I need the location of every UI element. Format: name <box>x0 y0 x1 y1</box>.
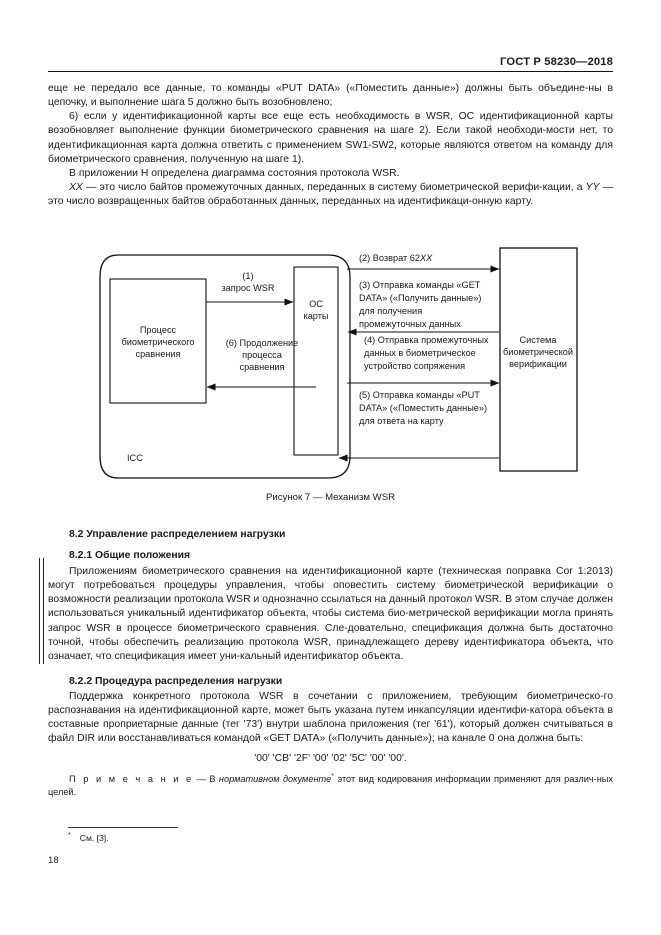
note-dash: — В <box>193 774 219 785</box>
note-label: П р и м е ч а н и е <box>69 774 194 785</box>
note-block <box>48 771 613 798</box>
arrow-4-label-line3: устройство сопряжения <box>364 361 466 371</box>
yy-description: — это число возвращенных байтов обработанных данных, переданных на идентификаци-онную карту. <box>48 182 613 208</box>
section-8-2-1-wrap <box>48 550 613 664</box>
arrow-3-label-line3: для получения <box>359 306 423 316</box>
figure-wsr-mechanism <box>48 246 613 486</box>
arrow-6-label-line3: сравнения <box>239 362 285 372</box>
footnote-text: См. [3]. <box>79 832 109 843</box>
section-8-2-heading-wrap <box>48 529 613 540</box>
paragraph-continuation: еще не передало все данные, то команды «PUT DATA» («Поместить данные») должны быть объедине-ны в цепочку, и выполнение шага 5 должно быть возобновлено; <box>48 83 613 109</box>
section-8-2-2-wrap <box>48 676 613 766</box>
section-8-2-title: 8.2 Управление распределением нагрузки <box>69 529 286 540</box>
note-footnote-mark: * <box>331 773 335 780</box>
intro-text-block <box>48 82 613 209</box>
verification-system-line3: верификации <box>509 359 567 369</box>
hex-encoding-line: '00' 'CB' '2F' '00' '02' '5C' '00' '00'. <box>254 752 407 764</box>
arrow-1-label-line1: (1) <box>242 271 254 281</box>
arrow-4-label-line1: (4) Отправка промежуточных <box>364 335 489 345</box>
arrow-5-label-line2: DATA» («Поместить данные») <box>359 403 488 413</box>
page-number: 18 <box>48 855 59 866</box>
process-box-line2: биометрического <box>121 337 195 347</box>
arrow-3-label-line2: DATA» («Получить данные») <box>359 293 482 303</box>
page-header <box>0 52 661 70</box>
footnote <box>68 832 468 843</box>
arrow-1-label-line2: запрос WSR <box>221 283 275 293</box>
section-8-2-2-title: 8.2.2 Процедура распределения нагрузки <box>69 676 283 687</box>
figure-caption: Рисунок 7 — Механизм WSR <box>265 492 396 503</box>
note-paragraph <box>48 771 613 798</box>
xx-symbol: XX <box>69 182 83 194</box>
standard-title: ГОСТ Р 58230—2018 <box>500 56 613 68</box>
arrow-2-label: (2) Возврат 62XX <box>359 253 433 263</box>
section-8-2-1-body: Приложениям биометрического сравнения на идентификационной карте (техническая поправка Cor 1:2013) могут потребоваться процедуры управления, чтобы оповестить систему биометрической верификации о возможности реализации протокола WSR и однозначно ссылаться на данный протокол WSR. В этом случае должен использоваться уникальный идентификатор объекта, чтобы система био-метрической верификации могла принять запрос WSR в процессе биометрического сравнения. Сле-довательно, спецификация должна быть достаточно точной, чтобы обеспечить реализацию протокола WSR, принадлежащего дереву идентификатора объекта, что означает, что спецификация имеет уни-кальный идентификатор объекта. <box>48 566 613 662</box>
arrow-3-label-line4: промежуточных данных <box>359 319 461 329</box>
verification-system-line1: Система <box>519 335 557 345</box>
paragraph-item-6: 6) если у идентификационной карты все еще есть необходимость в WSR, ОС идентификационной карты возобновляет выполнение функции биометрического сравнения на шаге 2). Если такой необходи-мости нет, то идентификационная карта должна ответить с применением SW1-SW2, которые являются ответом на команду для биометрического сравнения, полученную на шаге 1). <box>48 111 613 165</box>
os-card-line2: карты <box>303 311 329 321</box>
footnote-rule <box>68 827 178 828</box>
os-card-box <box>294 267 338 455</box>
note-rest: этот вид кодирования информации применяют для различ-ных целей. <box>48 774 613 797</box>
arrow-5-label-line1: (5) Отправка команды «PUT <box>359 390 480 400</box>
xx-description: — это число байтов промежуточных данных, переданных в систему биометрической верифи-кации, а <box>82 182 586 194</box>
yy-symbol: YY <box>585 182 600 194</box>
section-8-2-2-body: Поддержка конкретного протокола WSR в сочетании с приложением, требующим биометрическо-го распознавания на идентификационной карте, может быть указана путем инкапсуляции идентифи-катора объекта в составные проприетарные данные (тег '73') внутри шаблона приложения (тег '61'), который должен считываться в файл DIR или восстанавливаться командой «GET DATA» («Получить данные»); на канале 0 она должна быть: <box>48 691 613 745</box>
verification-system-line2: биометрической <box>503 347 573 357</box>
process-box-line3: сравнения <box>135 349 181 359</box>
paragraph-annex-h: В приложении Н определена диаграмма состояния протокола WSR. <box>69 167 400 179</box>
section-8-2-1-title: 8.2.1 Общие положения <box>69 550 191 561</box>
header-rule <box>48 71 613 72</box>
arrow-5-label-line3: для ответа на карту <box>359 416 444 426</box>
process-box-line1: Процесс <box>139 325 177 335</box>
note-italic-term: нормативном документе <box>218 774 332 785</box>
paragraph-xx-yy <box>48 181 613 209</box>
os-card-line1: ОС <box>309 299 323 309</box>
arrow-6-label-line2: процесса <box>242 350 282 360</box>
revision-change-bar <box>39 558 44 664</box>
arrow-3-label-line1: (3) Отправка команды «GET <box>359 280 481 290</box>
arrow-6-label-line1: (6) Продолжение <box>225 338 299 348</box>
footnote-mark: * <box>68 832 71 839</box>
arrow-4-label-line2: данных в биометрическое <box>364 348 476 358</box>
icc-label-text: ICC <box>127 453 143 463</box>
